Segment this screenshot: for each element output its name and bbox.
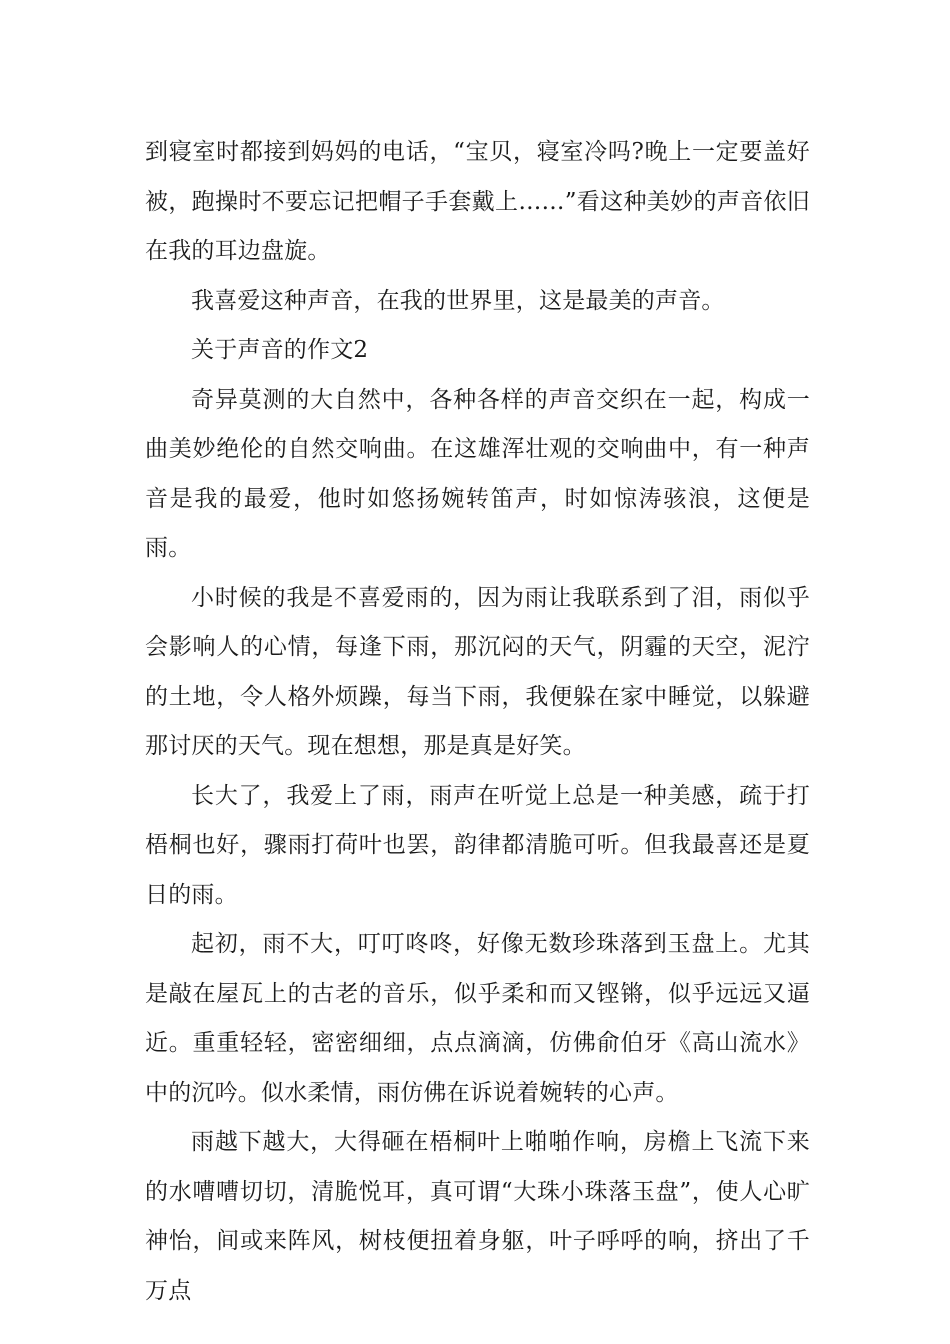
paragraph: 雨越下越大，大得砸在梧桐叶上啪啪作响，房檐上飞流下来的水嘈嘈切切，清脆悦耳，真可谓“大珠小珠落玉盘”，使人心旷神怡，间或来阵风，树枝便扭着身躯，叶子呼呼的响，挤出了千万点 — [145, 1129, 810, 1304]
essay-heading: 关于声音的作文2 — [191, 337, 369, 363]
document-body — [145, 128, 810, 1316]
paragraph: 小时候的我是不喜爱雨的，因为雨让我联系到了泪，雨似乎会影响人的心情，每逢下雨，那沉闷的天气，阴霾的天空，泥泞的土地，令人格外烦躁，每当下雨，我便躲在家中睡觉，以躲避那讨厌的天气。现在想想，那是真是好笑。 — [145, 584, 810, 759]
paragraph: 长大了，我爱上了雨，雨声在听觉上总是一种美感，疏于打梧桐也好，骤雨打荷叶也罢，韵律都清脆可听。但我最喜还是夏日的雨。 — [145, 782, 810, 908]
paragraph: 奇异莫测的大自然中，各种各样的声音交织在一起，构成一曲美妙绝伦的自然交响曲。在这雄浑壮观的交响曲中，有一种声音是我的最爱，他时如悠扬婉转笛声，时如惊涛骇浪，这便是雨。 — [145, 386, 810, 561]
paragraph-continuation: 到寝室时都接到妈妈的电话，“宝贝，寝室冷吗?晚上一定要盖好被，跑操时不要忘记把帽子手套戴上……”看这种美妙的声音依旧在我的耳边盘旋。 — [145, 139, 810, 264]
paragraph: 我喜爱这种声音，在我的世界里，这是最美的声音。 — [191, 287, 725, 314]
paragraph: 起初，雨不大，叮叮咚咚，好像无数珍珠落到玉盘上。尤其是敲在屋瓦上的古老的音乐，似乎柔和而又铿锵，似乎远远又逼近。重重轻轻，密密细细，点点滴滴，仿佛俞伯牙《高山流水》中的沉吟。似水柔情，雨仿佛在诉说着婉转的心声。 — [145, 931, 810, 1106]
